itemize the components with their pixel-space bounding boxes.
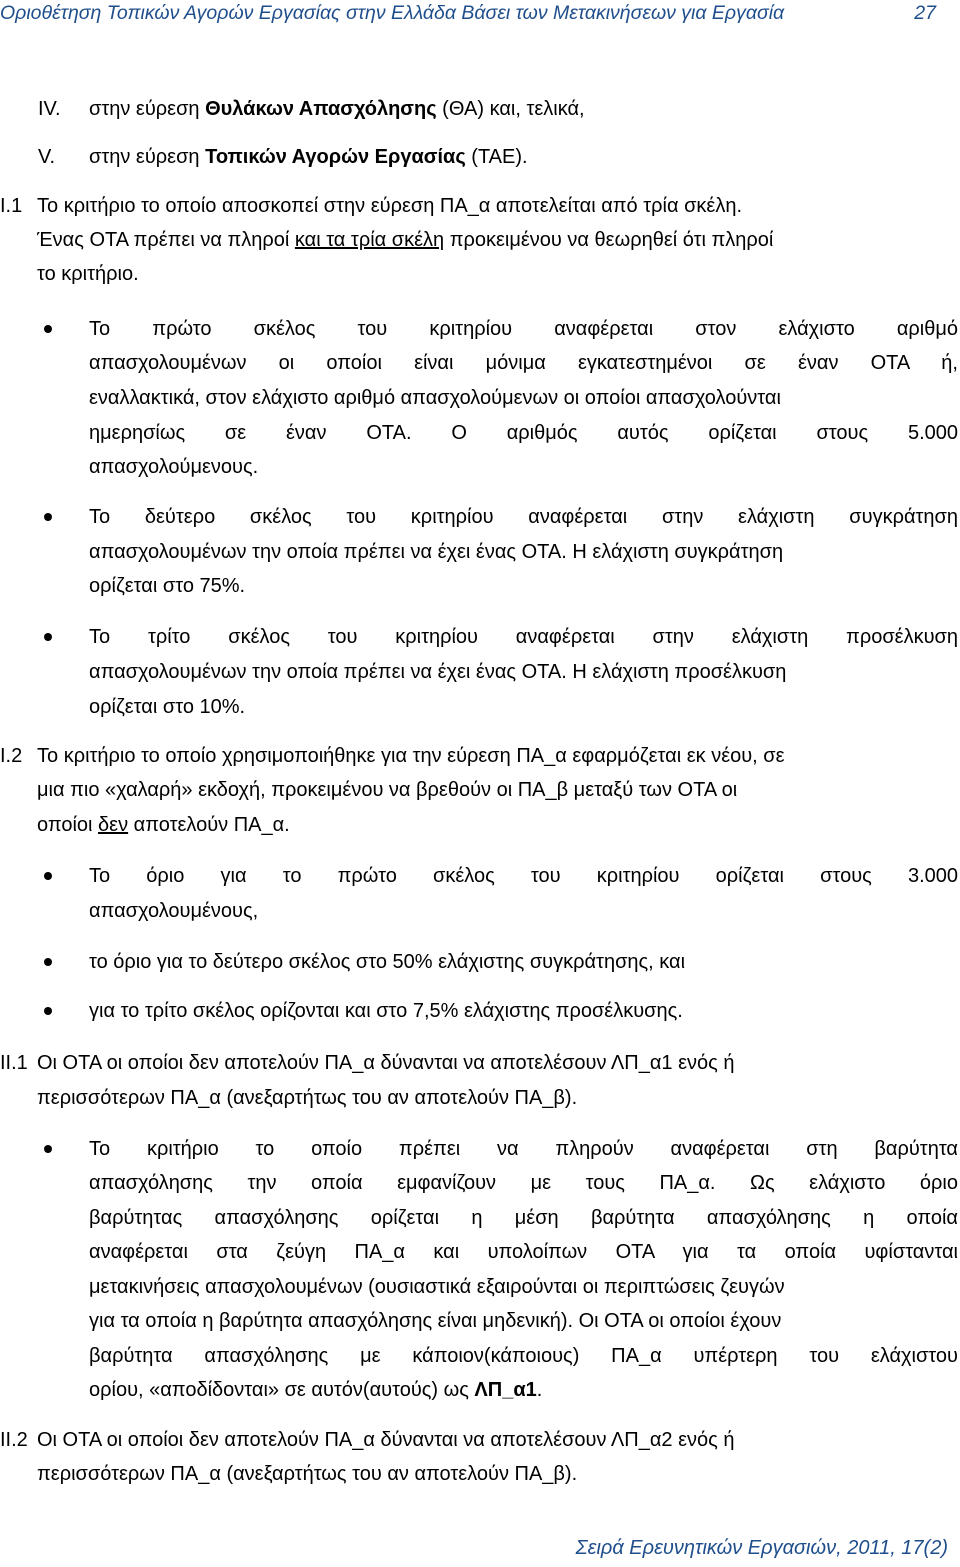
bullet1-line: απασχολούμενους. [89, 456, 259, 478]
bullet7-line: βαρύτητα απασχόλησης με κάποιον(κάποιους) ΠΑ_α υπέρτερη του ελάχιστου [89, 1345, 958, 1367]
list-item-iv [89, 97, 585, 121]
bullet-icon [44, 633, 52, 641]
bullet4-line: απασχολουμένους, [89, 900, 259, 922]
bullet2-line: Το δεύτερο σκέλος του κριτηρίου αναφέρεται στην ελάχιστη συγκράτηση [89, 506, 958, 528]
bullet5-line: το όριο για το δεύτερο σκέλος στο 50% ελάχιστης συγκράτησης, και [89, 951, 686, 973]
bullet3-line: Το τρίτο σκέλος του κριτηρίου αναφέρεται στην ελάχιστη προσέλκυση [89, 626, 958, 648]
bullet-icon [44, 958, 52, 966]
section-i1-line: Το κριτήριο το οποίο αποσκοπεί στην εύρεση ΠΑ_α αποτελείται από τρία σκέλη. [37, 195, 743, 217]
bullet7-line: βαρύτητας απασχόλησης ορίζεται η μέση βαρύτητα απασχόλησης η οποία [89, 1207, 958, 1229]
bullet-icon [44, 325, 52, 333]
text-span: στην εύρεση [89, 98, 206, 120]
bullet7-line [89, 1378, 542, 1402]
bullet7-line: μετακινήσεις απασχολουμένων (ουσιαστικά εξαιρούνται οι περιπτώσεις ζευγών [89, 1276, 785, 1298]
section-ii2-line: Οι ΟΤΑ οι οποίοι δεν αποτελούν ΠΑ_α δύνανται να αποτελέσουν ΛΠ_α2 ενός ή [37, 1429, 735, 1451]
footer-series: Σειρά Ερευνητικών Εργασιών, 2011, 17(2) [575, 1537, 948, 1559]
bullet-icon [44, 513, 52, 521]
bullet1-line: Το πρώτο σκέλος του κριτηρίου αναφέρεται στον ελάχιστο αριθμό [89, 318, 958, 340]
section-label-ii1: II.1 [0, 1052, 28, 1074]
bullet1-line: εναλλακτικά, στον ελάχιστο αριθμό απασχολούμενων οι οποίοι απασχολούνται [89, 387, 781, 409]
underlined-text: δεν [98, 814, 129, 836]
bold-term: Τοπικών Αγορών Εργασίας [205, 146, 466, 168]
bullet-icon [44, 1145, 52, 1153]
bullet3-line: ορίζεται στο 10%. [89, 696, 246, 718]
bullet2-line: ορίζεται στο 75%. [89, 575, 246, 597]
section-i2-line: Το κριτήριο το οποίο χρησιμοποιήθηκε για την εύρεση ΠΑ_α εφαρμόζεται εκ νέου, σε [37, 745, 785, 767]
bullet7-line: απασχόλησης την οποία εμφανίζουν με τους ΠΑ_α. Ως ελάχιστο όριο [89, 1172, 958, 1194]
text-span: (ΤΑΕ). [465, 146, 528, 168]
section-ii1-line: περισσότερων ΠΑ_α (ανεξαρτήτως του αν αποτελούν ΠΑ_β). [37, 1087, 578, 1109]
bold-term: Θυλάκων Απασχόλησης [205, 98, 437, 120]
text-span: . [536, 1379, 543, 1401]
section-ii1-line: Οι ΟΤΑ οι οποίοι δεν αποτελούν ΠΑ_α δύνανται να αποτελέσουν ΛΠ_α1 ενός ή [37, 1052, 735, 1074]
bullet-icon [44, 872, 52, 880]
bullet-icon [44, 1007, 52, 1015]
header-title: Οριοθέτηση Τοπικών Αγορών Εργασίας στην Ελλάδα Βάσει των Μετακινήσεων για Εργασία [0, 2, 785, 24]
text-span: ορίου, «αποδίδονται» σε αυτόν(αυτούς) ως [89, 1379, 475, 1401]
bullet6-line: για το τρίτο σκέλος ορίζονται και στο 7,5% ελάχιστης προσέλκυσης. [89, 1000, 683, 1022]
section-label-i1: I.1 [0, 195, 23, 217]
text-span: οποίοι [37, 814, 99, 836]
section-ii2-line: περισσότερων ΠΑ_α (ανεξαρτήτως του αν αποτελούν ΠΑ_β). [37, 1463, 578, 1485]
section-i2-line [37, 813, 290, 837]
text-span: προκειμένου να θεωρηθεί ότι πληροί [444, 229, 774, 251]
text-span: (ΘΑ) και, τελικά, [436, 98, 585, 120]
underlined-text: και τα τρία σκέλη [294, 229, 445, 251]
bullet3-line: απασχολουμένων την οποία πρέπει να έχει ένας ΟΤΑ. Η ελάχιστη προσέλκυση [89, 661, 787, 683]
section-label-i2: I.2 [0, 745, 23, 767]
running-header [0, 2, 960, 28]
bullet7-line: για τα οποία η βαρύτητα απασχόλησης είναι μηδενική). Οι ΟΤΑ οι οποίοι έχουν [89, 1310, 782, 1332]
bullet2-line: απασχολουμένων την οποία πρέπει να έχει ένας ΟΤΑ. Η ελάχιστη συγκράτηση [89, 541, 784, 563]
section-label-ii2: II.2 [0, 1429, 28, 1451]
text-span: αποτελούν ΠΑ_α. [128, 814, 290, 836]
section-i1-line [37, 228, 773, 252]
bullet1-line: απασχολουμένων οι οποίοι είναι μόνιμα εγκατεστημένοι σε έναν ΟΤΑ ή, [89, 352, 958, 374]
bold-term: ΛΠ_α1 [474, 1379, 537, 1401]
list-label-iv: IV. [38, 98, 61, 120]
page-number: 27 [914, 2, 936, 24]
list-label-v: V. [38, 146, 56, 168]
section-i1-line: το κριτήριο. [37, 263, 139, 285]
bullet7-line: αναφέρεται στα ζεύγη ΠΑ_α και υπολοίπων ΟΤΑ για τα οποία υφίστανται [89, 1241, 958, 1263]
bullet4-line: Το όριο για το πρώτο σκέλος του κριτηρίου ορίζεται στους 3.000 [89, 865, 958, 887]
text-span: στην εύρεση [89, 146, 206, 168]
bullet7-line: Το κριτήριο το οποίο πρέπει να πληρούν αναφέρεται στη βαρύτητα [89, 1138, 958, 1160]
text-span: Ένας ΟΤΑ πρέπει να πληροί [37, 229, 295, 251]
bullet1-line: ημερησίως σε έναν ΟΤΑ. Ο αριθμός αυτός ορίζεται στους 5.000 [89, 422, 958, 444]
section-i2-line: μια πιο «χαλαρή» εκδοχή, προκειμένου να βρεθούν οι ΠΑ_β μεταξύ των ΟΤΑ οι [37, 779, 738, 801]
list-item-v [89, 145, 528, 169]
